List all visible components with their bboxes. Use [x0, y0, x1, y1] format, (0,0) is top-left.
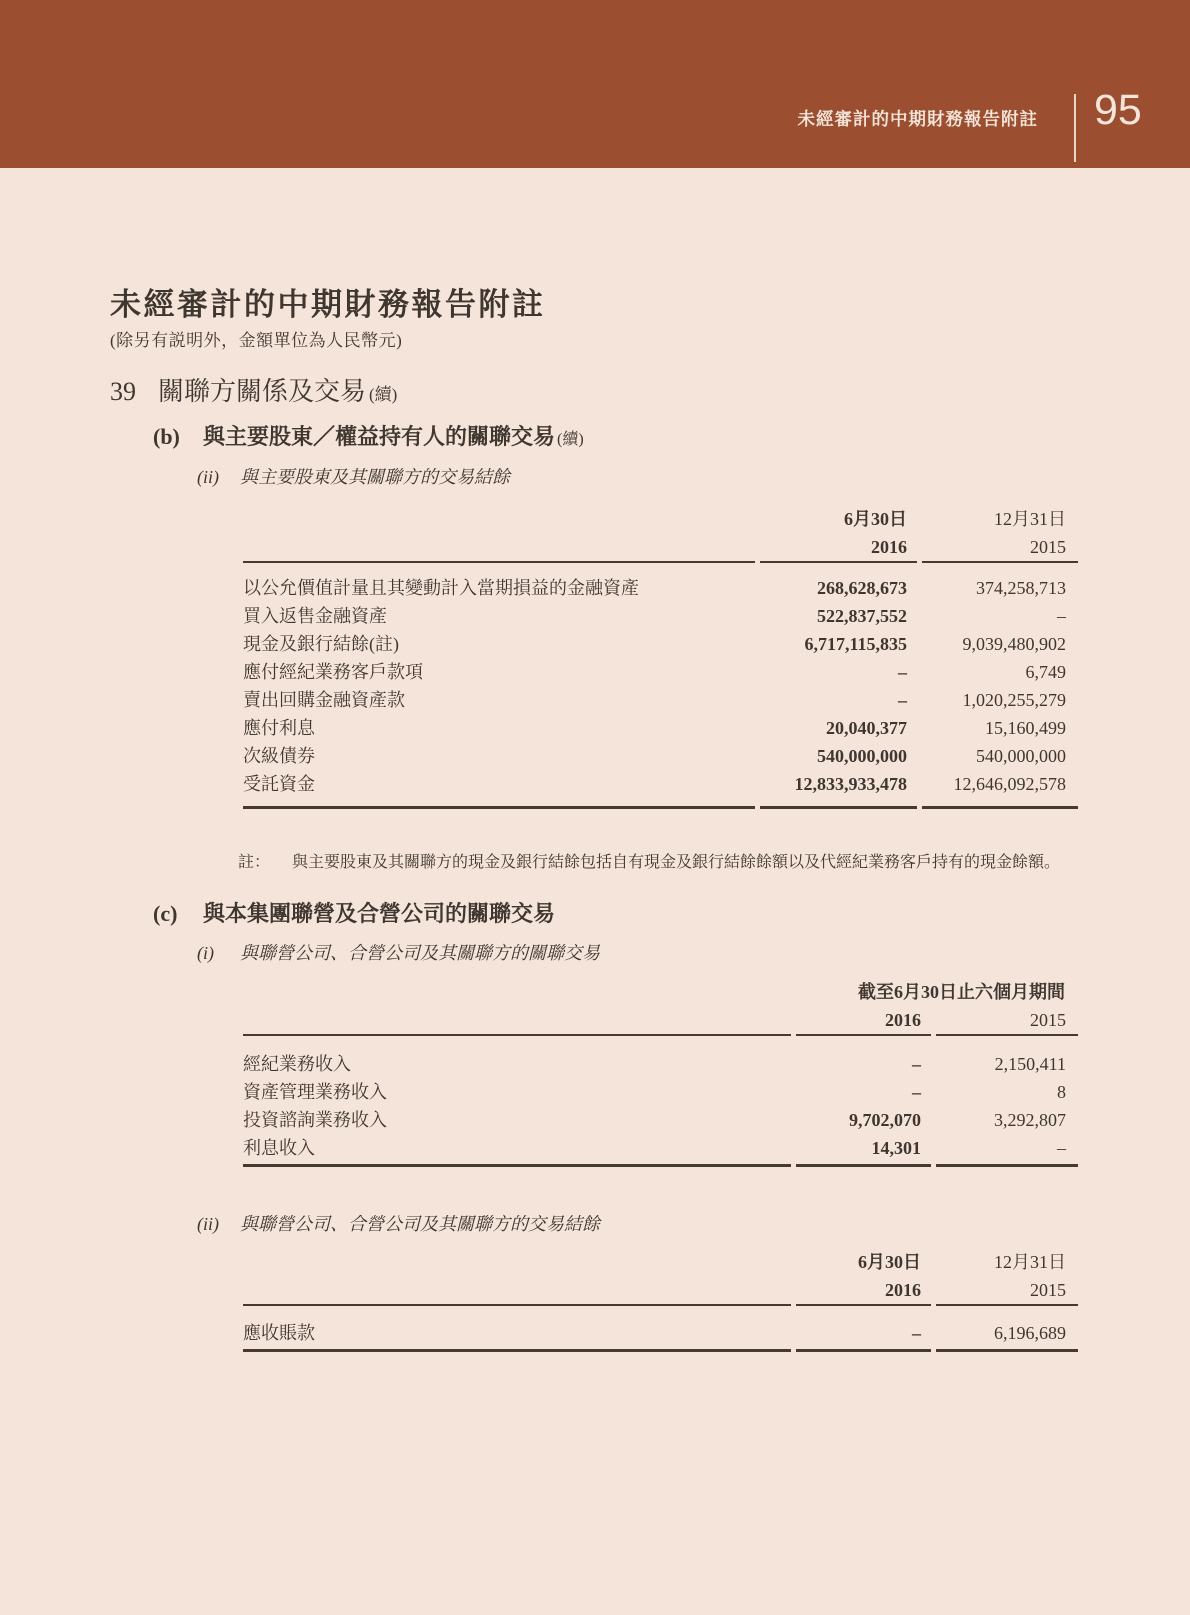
header-rule: [243, 561, 1078, 563]
subsection-c-label: (c): [153, 901, 178, 926]
table-row: [243, 630, 1078, 658]
col-2016-year: 2016: [871, 537, 907, 557]
value-2015: 8: [1057, 1082, 1066, 1102]
col-2016-date: 6月30日: [844, 509, 907, 529]
table-header-years: [243, 1276, 1078, 1304]
row-label: 經紀業務收入: [243, 1054, 351, 1074]
table-bottom-rule: [243, 1349, 1078, 1352]
subsection-c-ii-heading: [197, 1210, 600, 1236]
subsection-b-ii-heading: [197, 463, 510, 489]
value-2015: –: [1057, 606, 1066, 626]
header-rule: [243, 1034, 1078, 1036]
subsection-b-ii-label: (ii): [197, 467, 219, 487]
table-row: [243, 714, 1078, 742]
value-2016: –: [912, 1323, 921, 1343]
col-2016-year: 2016: [885, 1010, 921, 1030]
value-2015: 2,150,411: [994, 1054, 1066, 1074]
table-header-dates: [243, 1248, 1078, 1276]
subsection-c-i-title: 與聯營公司、合營公司及其關聯方的關聯交易: [240, 943, 600, 963]
value-2016: –: [898, 690, 907, 710]
header-rule: [243, 1304, 1078, 1306]
row-label: 以公允價值計量且其變動計入當期損益的金融資產: [243, 578, 639, 598]
table-header-period: [243, 978, 1078, 1006]
section-39-heading: [110, 371, 397, 408]
value-2016: 14,301: [871, 1138, 921, 1158]
section-title: 關聯方關係及交易: [158, 377, 367, 406]
value-2015: 1,020,255,279: [962, 690, 1066, 710]
table-row: [243, 1078, 1078, 1106]
page-banner: [0, 0, 1190, 168]
subsection-c-heading: [153, 897, 555, 928]
subsection-c-title: 與本集團聯營及合營公司的關聯交易: [203, 901, 556, 926]
value-2015: 15,160,499: [985, 718, 1066, 738]
document-title: 未經審計的中期財務報告附註: [110, 287, 546, 322]
value-2015: 6,749: [1025, 662, 1066, 682]
balances-with-shareholders-table: [243, 505, 1078, 809]
value-2016: 6,717,115,835: [804, 634, 907, 654]
subsection-c-i-label: (i): [197, 943, 214, 963]
banner-divider: [1074, 94, 1076, 162]
value-2016: 268,628,673: [817, 578, 907, 598]
table-header-years: [243, 1006, 1078, 1034]
table-row: [243, 1106, 1078, 1134]
subsection-b-heading: [153, 420, 584, 451]
value-2015: 6,196,689: [994, 1323, 1066, 1343]
table-row: [243, 1319, 1078, 1347]
row-label: 買入返售金融資產: [243, 606, 387, 626]
table-row: [243, 742, 1078, 770]
table-row: [243, 602, 1078, 630]
value-2016: –: [912, 1082, 921, 1102]
row-label: 應付經紀業務客戶款項: [243, 662, 423, 682]
subsection-c-ii-title: 與聯營公司、合營公司及其關聯方的交易結餘: [240, 1214, 600, 1234]
value-2015: 374,258,713: [976, 578, 1066, 598]
row-label: 應付利息: [243, 718, 315, 738]
col-2015-date: 12月31日: [994, 509, 1066, 529]
table-row: [243, 1050, 1078, 1078]
row-label: 投資諮詢業務收入: [243, 1110, 387, 1130]
value-2016: –: [912, 1054, 921, 1074]
period-header: 截至6月30日止六個月期間: [858, 982, 1065, 1002]
subsection-b-label: (b): [153, 424, 180, 449]
col-2016-date: 6月30日: [858, 1252, 921, 1272]
col-2015-year: 2015: [1030, 1010, 1066, 1030]
subsection-c-i-heading: [197, 939, 600, 965]
row-label: 次級債券: [243, 746, 315, 766]
col-2015-year: 2015: [1030, 1280, 1066, 1300]
row-label: 現金及銀行結餘(註): [243, 634, 399, 654]
row-label: 賣出回購金融資產款: [243, 690, 405, 710]
value-2015: 12,646,092,578: [953, 774, 1066, 794]
value-2016: –: [898, 662, 907, 682]
table-row: [243, 1134, 1078, 1162]
value-2016: 20,040,377: [826, 718, 907, 738]
table-bottom-rule: [243, 1164, 1078, 1167]
value-2016: 522,837,552: [817, 606, 907, 626]
value-2016: 12,833,933,478: [794, 774, 907, 794]
document-subtitle: (除另有説明外，金額單位為人民幣元): [110, 331, 403, 350]
page-number: 95: [1094, 86, 1142, 134]
table-bottom-rule: [243, 806, 1078, 809]
running-header: 未經審計的中期財務報告附註: [797, 109, 1038, 129]
table-row: [243, 770, 1078, 798]
associates-balances-table: [243, 1248, 1078, 1352]
value-2015: 3,292,807: [994, 1110, 1066, 1130]
value-2016: 540,000,000: [817, 746, 907, 766]
table-header-years: [243, 533, 1078, 561]
section-continued-tag: (續): [369, 385, 398, 404]
row-label: 受託資金: [243, 774, 315, 794]
table-header-dates: [243, 505, 1078, 533]
subsection-b-continued-tag: (續): [557, 431, 584, 448]
col-2015-year: 2015: [1030, 537, 1066, 557]
footnote-text: 與主要股東及其關聯方的現金及銀行結餘包括自有現金及銀行結餘餘額以及代經紀業務客戶持有的現金餘額。: [292, 854, 1061, 871]
footnote-label: 註：: [238, 854, 271, 871]
value-2015: 540,000,000: [976, 746, 1066, 766]
col-2016-year: 2016: [885, 1280, 921, 1300]
table-footnote: [238, 849, 1098, 872]
table-row: [243, 686, 1078, 714]
subsection-c-ii-label: (ii): [197, 1214, 219, 1234]
section-number: 39: [110, 377, 136, 406]
row-label: 資產管理業務收入: [243, 1082, 387, 1102]
row-label: 利息收入: [243, 1138, 315, 1158]
col-2015-date: 12月31日: [994, 1252, 1066, 1272]
row-label: 應收賬款: [243, 1323, 315, 1343]
table-row: [243, 574, 1078, 602]
subsection-b-ii-title: 與主要股東及其關聯方的交易結餘: [240, 467, 510, 487]
table-row: [243, 658, 1078, 686]
value-2015: 9,039,480,902: [962, 634, 1066, 654]
value-2016: 9,702,070: [849, 1110, 921, 1130]
subsection-b-title: 與主要股東／權益持有人的關聯交易: [203, 424, 556, 449]
associates-transactions-table: [243, 978, 1078, 1167]
value-2015: –: [1057, 1138, 1066, 1158]
